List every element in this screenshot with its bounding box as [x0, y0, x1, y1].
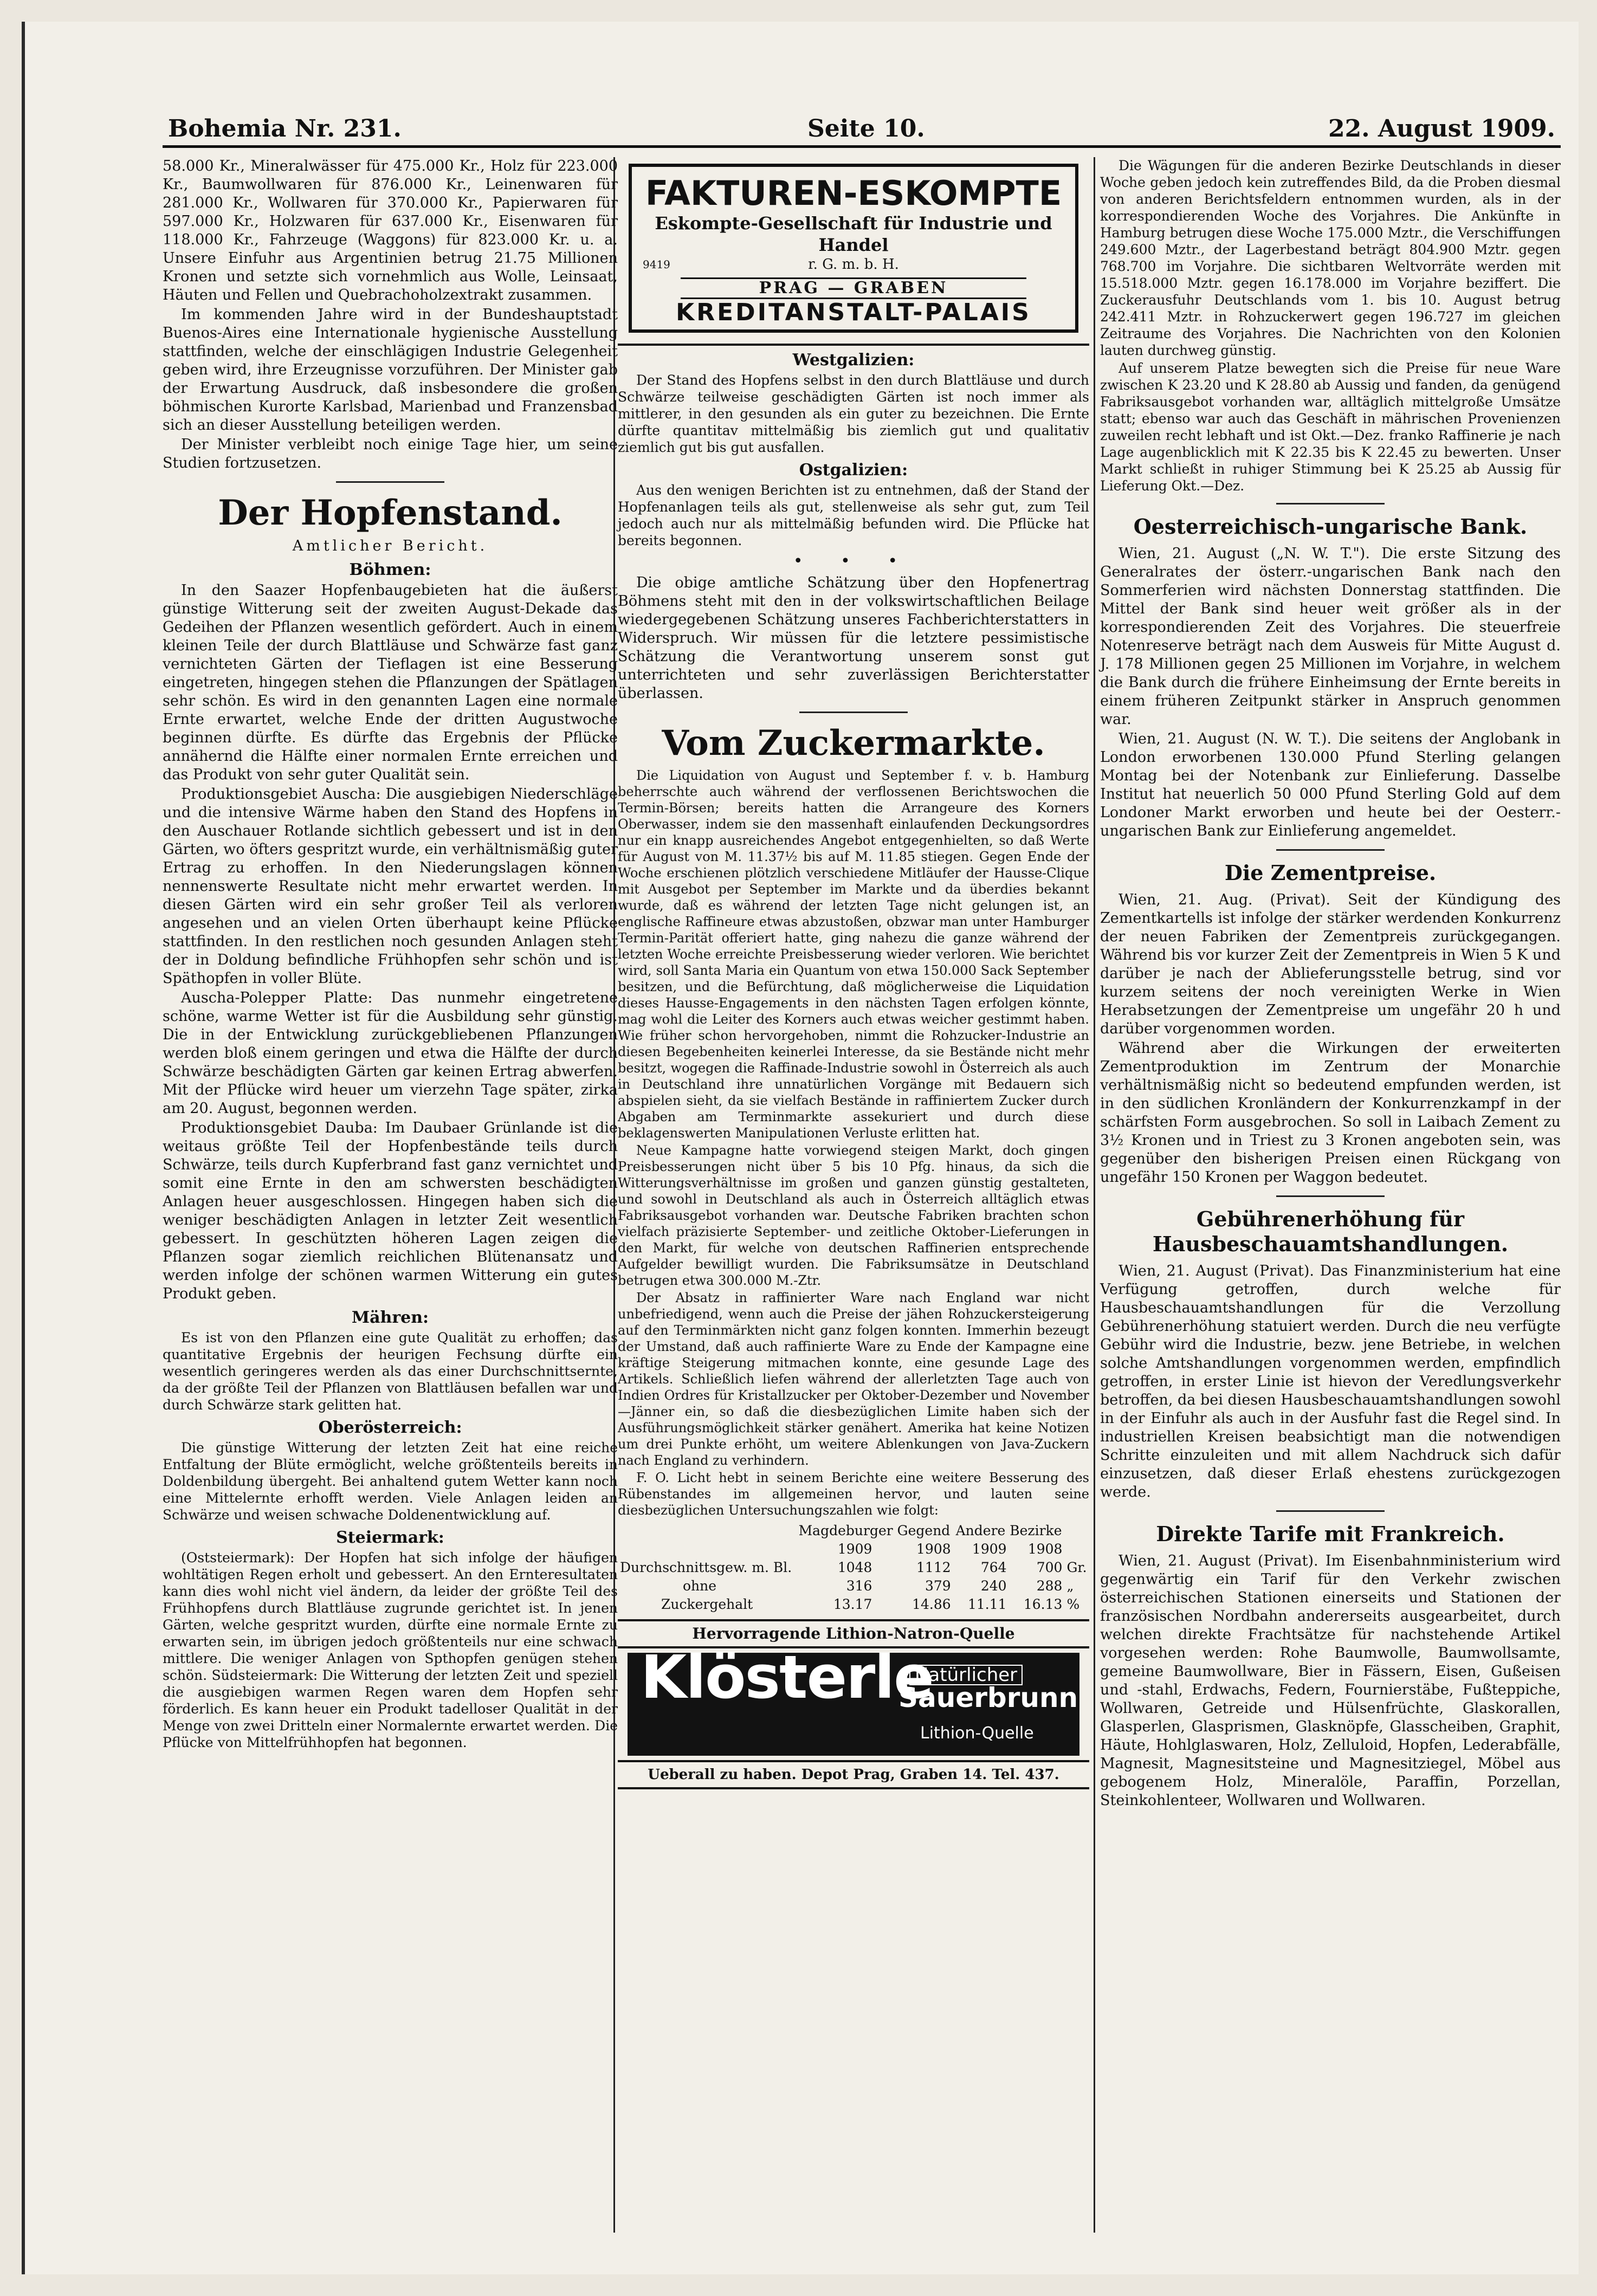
- header-rule: [163, 145, 1561, 148]
- paragraph: Es ist von den Pflanzen eine gute Qualität zu erhoffen; das quantitative Ergebnis der heurigen Fechsung dürfte ein wesentlich geringeres werden als das einer Durchschnittsernte, da der größte Teil der Pflanzen von Blattläusen befallen war und durch Schwärze stark gelitten hat.: [163, 1330, 618, 1413]
- section-rule: [1276, 1510, 1385, 1512]
- table-group-header: Magdeburger Gegend: [798, 1523, 951, 1538]
- table-header-row: [618, 1522, 1089, 1540]
- article-title: Die Zementpreise.: [1224, 861, 1437, 885]
- ad-lithion: Lithion-Quelle: [920, 1724, 1034, 1743]
- table-cell: 316: [846, 1578, 872, 1594]
- ad-company: Eskompte-Gesellschaft für Industrie und Handel: [655, 213, 1052, 255]
- table-year: 1909: [972, 1541, 1007, 1557]
- page-header: [168, 115, 1555, 147]
- ad-natural: Natürlicher: [909, 1665, 1023, 1685]
- paragraph: In den Saazer Hopfenbaugebieten hat die äußerst günstige Witterung seit der zweiten August-Dekade das Gedeihen der Pflanzen wesentlich gefördert. Auch in einem kleinen Teile der durch Blattläuse und Schwärze fast ganz vernichteten Gärten der Tieflagen ist eine Besserung eingetreten, hingegen stehen die Pflanzungen der Spätlagen sehr schön. Es wird in den genannten Lagen eine normale Ernte erwartet, welche Ende der dritten Augustwoche beginnen dürfte. Es dürfte das Ergebnis der Pflücke annähernd die Hälfte einer normalen Ernte erreichen und das Produkt von sehr guter Qualität sein.: [163, 582, 618, 783]
- paragraph: Die Liquidation von August und September f. v. b. Hamburg beherrschte auch während der verflossenen Berichtswochen die Termin-Börsen; bereits hatten die Arrangeure des Korners Oberwasser, indem sie den massenhaft einlaufenden Deckungsordres nur ein knapp ausreichendes Angebot entgegenhielten, so daß Werte für August von M. 11.37½ bis auf M. 11.85 stiegen. Gegen Ende der Woche erschienen plötzlich verschiedene Mitläufer der Hausse-Clique mit Ausgebot per September im Markte und da überdies bekannt wurde, daß es während der letzten Tage nicht gelungen ist, an englische Raffineure etwas abzustoßen, obzwar man unter Hamburger Termin-Parität offeriert hatte, ging nahezu die ganze während der letzten Woche erreichte Preisbesserung wieder verloren. Wie berichtet wird, soll Santa Maria ein Quantum von etwa 150.000 Sack September besitzen, und die Befürchtung, daß möglicherweise die Liquidation dieses Hausse-Engagements in den nächsten Tagen erfolgen könnte, mag wohl die Leiter des Korners auch etwas weicher gestimmt haben. Wie früher schon hervorgehoben, nimmt die Rohzucker-Industrie an diesen Begebenheiten keinerlei Interesse, da sie Bestände nicht mehr besitzt, wogegen die Raffinade-Industrie sowohl in Österreich als auch in Deutschland ihre unnatürlichen Vorgänge mit Bedauern sich abspielen sieht, da sie vielfach Bestände in raffiniertem Zucker durch Abgaben am Terminmarkte assekuriert und durch diese beklagenswerten Manipulationen Verluste erlitten hat.: [618, 768, 1089, 1141]
- paragraph: Auf unserem Platze bewegten sich die Preise für neue Ware zwischen K 23.20 und K 28.80 ab Aussig und fanden, da genügend Fabriksausgebot vorhanden war, alltäglich mittelgroße Umsätze statt; ebenso war auch das Geschäft in mährischen Provenienzen zuweilen recht lebhaft und ist Okt.—Dez. franko Raffinerie je nach Lage augenblicklich mit K 22.35 bis K 22.45 zu bewerten. Unser Markt schließt in ruhiger Stimmung bei K 25.25 ab Aussig für Lieferung Okt.—Dez.: [1100, 360, 1561, 494]
- ad-title: FAKTUREN-ESKOMPTE: [645, 173, 1062, 213]
- paragraph: Im kommenden Jahre wird in der Bundeshauptstadt Buenos-Aires eine Internationale hygienische Ausstellung stattfinden, welche der einschlägigen Industrie Gelegenheit geben wird, ihre Erzeugnisse vorzuführen. Der Minister gab der Erwartung Ausdruck, daß insbesondere die großen böhmischen Kurorte Karlsbad, Marienbad und Franzensbad sich an dieser Ausstellung beteiligen werden.: [163, 306, 618, 434]
- row-label: Durchschnittsgew. m. Bl.: [620, 1560, 792, 1575]
- article-title: Vom Zuckermarkte.: [662, 723, 1045, 764]
- paragraph: 58.000 Kr., Mineralwässer für 475.000 Kr., Holz für 223.000 Kr., Baumwollwaren für 876.000 Kr., Leinenwaren für 281.000 Kr., Wollwaren für 370.000 Kr., Papierwaren für 597.000 Kr., Holzwaren für 637.000 Kr., Eisenwaren für 118.000 Kr., Fahrzeuge (Waggons) für 823.000 Kr. u. a. Unsere Einfuhr aus Argentinien betrug 21.75 Millionen Kronen und setzte sich vornehmlich aus Wolle, Leinsaat, Häuten und Fellen und Quebrachoholzextrakt zusammen.: [163, 158, 618, 303]
- paragraph: Wien, 21. August („N. W. T."). Die erste Sitzung des Generalrates der österr.-ungarischen Bank nach den Sommerferien wird nächsten Donnerstag stattfinden. Die Mittel der Bank sind heuer weit größer als in der korrespondierenden Zeit des Vorjahres. Die steuerfreie Notenreserve beträgt nach dem Ausweis für Mitte August d. J. 178 Millionen gegen 25 Millionen im Vorjahre, in welchem die Bank durch die frühere Einheimsung der Ernte bereits in einem früheren Zeitpunkt stärker in Anspruch genommen war.: [1100, 545, 1561, 728]
- column-3: [1100, 157, 1561, 1811]
- table-row: [618, 1577, 1089, 1595]
- table-cell: 13.17: [833, 1596, 872, 1612]
- article-title: Gebührenerhöhung für Hausbeschauamtshandlungen.: [1152, 1207, 1509, 1256]
- table-cell: 764: [980, 1560, 1007, 1575]
- table-cell: 288: [1036, 1578, 1063, 1594]
- region-heading: Steiermark:: [336, 1528, 444, 1547]
- article-title: Direkte Tarife mit Frankreich.: [1156, 1522, 1505, 1546]
- table-group-header: Andere Bezirke: [955, 1523, 1062, 1538]
- section-rule: [1276, 503, 1385, 505]
- table-cell: 1048: [837, 1560, 872, 1575]
- ad-rule: [618, 344, 1089, 346]
- section-rule: [799, 712, 908, 713]
- paragraph: Wien, 21. August (Privat). Das Finanzministerium hat eine Verfügung getroffen, durch welche für Hausbeschauamtshandlungen für die Verzollung Gebührenerhöhung statuiert werden. Durch die neu verfügte Gebühr wird die Industrie, bezw. jene Betriebe, in welchen solche Amtshandlungen vorgenommen werden, empfindlich getroffen, in erster Linie ist hievon der Veredlungsverkehr betroffen, da bei diesen Hausbeschauamtshandlungen sowohl in der Einfuhr als auch in der Ausfuhr fast die Regel sind. In industriellen Kreisen beabsichtigt man die notwendigen Schritte einzuleiten und mit allem Nachdruck sich dafür einzusetzen, daß dieser Erlaß ehestens zurückgezogen werde.: [1100, 1263, 1561, 1501]
- paragraph: F. O. Licht hebt in seinem Berichte eine weitere Besserung des Rübenstandes im allgemeinen hervor, und lauten seine diesbezüglichen Untersuchungszahlen wie folgt:: [618, 1470, 1089, 1518]
- paragraph: Der Stand des Hopfens selbst in den durch Blattläuse und durch Schwärze teilweise geschädigten Gärten ist noch immer als mittlerer, in den gesunden als ein guter zu bezeichnen. Die Ernte dürfte quantitav mittelmäßig bis ziemlich gut und qualitativ ziemlich gut bis gut ausfallen.: [618, 372, 1089, 455]
- article-title: Oesterreichisch-ungarische Bank.: [1133, 514, 1528, 539]
- row-unit: Gr.: [1066, 1560, 1087, 1575]
- sugar-beet-table: [618, 1522, 1089, 1614]
- ad-sauerbrunn: Sauerbrunn: [898, 1682, 1078, 1713]
- paragraph: Wien, 21. August (Privat). Im Eisenbahnministerium wird gegenwärtig ein Tarif für den Verkehr zwischen österreichischen Stationen einerseits und Stationen der französischen Nordbahn andererseits ausgearbeitet, durch welchen direkte Frachtsätze für nachstehende Artikel vorgesehen werden: Rohe Baumwolle, Baumwollsamte, gemeine Baumwollware, Bier in Fässern, Eisen, Gußeisen und -stahl, Erdwachs, Federn, Fournierstäbe, Fußteppiche, Wollwaren, Getreide und Hülsenfrüchte, Glaskorallen, Glasperlen, Glasprismen, Glasknöpfe, Glasscheiben, Graphit, Häute, Hohlglaswaren, Holz, Zelluloid, Hopfen, Lederabfälle, Magnesit, Magnesitsteine und Magnesitziegel, Möbel aus gebogenem Holz, Mineralöle, Paraffin, Porzellan, Steinkohlenteer, Wollwaren und Wollwaren.: [1100, 1553, 1561, 1809]
- region-heading: Mähren:: [351, 1308, 429, 1327]
- paragraph: Aus den wenigen Berichten ist zu entnehmen, daß der Stand der Hopfenanlagen teils als gut, stellenweise als sehr gut, zum Teil jedoch auch nur als mittelmäßig befunden wird. Die Pflücke hat bereits begonnen.: [618, 482, 1089, 548]
- table-year: 1908: [916, 1541, 951, 1557]
- paragraph: (Oststeiermark): Der Hopfen hat sich infolge der häufigen wohltätigen Regen erholt und gebessert. An den Ernteresultaten kann dies wohl nicht viel ändern, da leider der größte Teil des Frühhopfens durch Blattläuse zugrunde gerichtet ist. In jenen Gärten, welche gespritzt wurden, dürfte eine normale Ernte zu erwarten sein, im übrigen jedoch größtenteils nur eine schwach mittlere. Die weniger Anlagen von Spthopfen genügen stehen schön. Südsteiermark: Die Witterung der letzten Zeit und speziell die ausgiebigen warmen Regen waren dem Hopfen sehr förderlich. Es kann heuer ein Produkt tadelloser Qualität in der Menge von zwei Dritteln einer Normalernte erwartet werden. Die Pflücke von Mittelfrühhopfen hat begonnen.: [163, 1550, 618, 1750]
- paragraph: Während aber die Wirkungen der erweiterten Zementproduktion im Zentrum der Monarchie verhältnismäßig nicht so bedeutend empfunden werden, ist in den südlichen Kronländern der Konkurrenzkampf in der schärfsten Form ausgebrochen. So soll in Laibach Zement zu 3½ Kronen und in Triest zu 3 Kronen angeboten sein, was gegenüber den bisherigen Preisen einen Rückgang von ungefähr 150 Kronen per Waggon bedeutet.: [1100, 1040, 1561, 1186]
- header-issue: Bohemia Nr. 231.: [168, 115, 402, 143]
- table-cell: 700: [1036, 1560, 1063, 1575]
- section-rule: [336, 481, 444, 483]
- paragraph: Der Absatz in raffinierter Ware nach England war nicht unbefriedigend, wenn auch die Preise der jähen Rohzuckersteigerung auf den Terminmärkten nicht ganz folgen konnten. Immerhin bezeugt der Umstand, daß auch raffinierte Ware zu Ende der Kampagne eine kräftige Steigerung mitmachen konnte, eine gesunde Lage des Artikels. Schließlich liefen während der allerletzten Tage auch von Indien Ordres für Kristallzucker per Oktober-Dezember und November—Jänner ein, so daß die diesbezüglichen Limite haben sich der Ausführungsmöglichkeit stärker genähert. Amerika hat keine Notizen um drei Punkte erhöht, um weitere Ablenkungen von Java-Zuckern nach England zu verhindern.: [618, 1290, 1089, 1468]
- paragraph: Die günstige Witterung der letzten Zeit hat eine reiche Entfaltung der Blüte ermöglicht, welche größtenteils bereits in Doldenbildung übergeht. Bei anhaltend gutem Wetter kann noch eine Mittelernte erhofft werden. Viele Anlagen leiden an Schwärze und weisen schwache Doldenentwicklung auf.: [163, 1440, 618, 1523]
- advertisement-fakturen-eskompte: [629, 164, 1078, 333]
- section-rule: [1276, 1195, 1385, 1197]
- region-heading: Oberösterreich:: [318, 1418, 462, 1437]
- ad-kloesterle-logo: [628, 1642, 1079, 1756]
- ad-kloesterle-top: Hervorragende Lithion-Natron-Quelle: [618, 1619, 1089, 1648]
- region-heading: Westgalizien:: [792, 351, 915, 370]
- ad-building: KREDITANSTALT-PALAIS: [676, 299, 1031, 326]
- ad-brand: Klösterle: [641, 1642, 933, 1712]
- ad-legal-line: [637, 256, 1070, 273]
- table-cell: 14.86: [912, 1596, 951, 1612]
- table-cell: 379: [924, 1578, 951, 1594]
- ad-legal: r. G. m. b. H.: [808, 256, 899, 273]
- paragraph: Produktionsgebiet Dauba: Im Daubaer Grünlande ist die weitaus größte Teil der Hopfenbestände teils durch Schwärze, teils durch Kupferbrand fast ganz vernichtet und somit eine Ernte in den am schwersten beschädigten Anlagen heuer ausgeschlossen. Hingegen haben sich die weniger beschädigten Anlagen in letzter Zeit wesentlich gebessert. In geschützten höheren Lagen zeigen die Pflanzen sogar ziemlich reichlichen Blütenansatz und werden infolge der schönen warmen Witterung ein gutes Produkt geben.: [163, 1120, 618, 1302]
- paragraph: Neue Kampagne hatte vorwiegend steigen Markt, doch gingen Preisbesserungen nicht über 5 bis 10 Pfg. hinaus, da sich die Witterungsverhältnisse im großen und ganzen günstig gestalteten, und sowohl in Deutschland als auch in Österreich alltäglich etwas Fabriksausgebot vorhanden war. Deutsche Fabriken brachten schon vielfach präzisierte September- und zeitliche Oktober-Lieferungen in den Markt, für welche von deutschen Raffinerien entsprechende Aufgelder bewilligt wurden. Die Fabriksumsätze in Deutschland betrugen etwa 300.000 M.-Ztr.: [618, 1143, 1089, 1288]
- separator-dots: • • •: [793, 552, 914, 571]
- table-year: 1908: [1027, 1541, 1063, 1557]
- ad-kloesterle-bottom: Ueberall zu haben. Depot Prag, Graben 14. Tel. 437.: [618, 1760, 1089, 1789]
- advertisement-kloesterle: [618, 1619, 1089, 1789]
- ad-code: 9419: [643, 258, 670, 271]
- paragraph: Wien, 21. August (N. W. T.). Die seitens der Anglobank in London erworbenen 130.000 Pfund Sterling gelangen Montag bei der Notenbank zur Einlieferung. Dasselbe Institut hat neuerlich 50 000 Pfund Sterling Gold auf dem Londoner Markt erworben und heute bei der Oesterr.-ungarischen Bank zur Einlieferung angemeldet.: [1100, 730, 1561, 839]
- row-label: Zuckergehalt: [661, 1596, 753, 1612]
- paragraph: Produktionsgebiet Auscha: Die ausgiebigen Niederschläge und die intensive Wärme haben den Stand des Hopfens in den Auschauer Rotlande sichtlich gebessert und ist in den Gärten, wo öfters gespritzt wurde, ein verhältnismäßig guter Ertrag zu erhoffen. In den Niederungslagen können nennenswerte Resultate nicht mehr erwartet werden. In diesen Gärten wird ein sehr großer Teil als verloren angesehen und an vielen Orten überhaupt keine Pflücke stattfinden. In den restlichen noch gesunden Anlagen steht der in Doldung befindliche Frühhopfen sehr schön und ist Späthopfen in voller Blüte.: [163, 786, 618, 987]
- table-cell: 16.13: [1023, 1596, 1063, 1612]
- region-heading: Böhmen:: [349, 560, 431, 579]
- row-label: ohne: [683, 1578, 717, 1594]
- header-page-number: Seite 10.: [807, 115, 925, 143]
- table-year: 1909: [837, 1541, 872, 1557]
- row-unit: „: [1066, 1578, 1074, 1594]
- column-2: [618, 157, 1089, 1795]
- article-title: Der Hopfenstand.: [218, 493, 562, 533]
- table-row: [618, 1595, 1089, 1614]
- article-subtitle: Amtlicher Bericht.: [292, 538, 488, 554]
- table-cell: 1112: [916, 1560, 951, 1575]
- paragraph: Auscha-Polepper Platte: Das nunmehr eingetretene schöne, warme Wetter ist für die Ausbildung sehr günstig. Die in der Entwicklung zurückgebliebenen Pflanzungen werden bloß einem geringen und etwa die Hälfte der durch Schwärze beschädigten Gärten gar keinen Ertrag abwerfen. Mit der Pflücke wird heuer um vierzehn Tage später, zirka am 20. August, begonnen werden.: [163, 989, 618, 1117]
- paragraph: Die Wägungen für die anderen Bezirke Deutschlands in dieser Woche geben jedoch kein zutreffendes Bild, da die Proben diesmal von anderen Berichtsfeldern entnommen wurden, als in der korrespondierenden Woche des Vorjahres. Die Ankünfte in Hamburg betrugen diese Woche 175.000 Mztr., die Verschiffungen 249.600 Mztr., der Lagerbestand beträgt 804.900 Mztr. gegen 768.700 im Vorjahre. Die sichtbaren Weltvorräte werden mit 15.518.000 Mztr. gegen 16.178.000 im Vorjahre beziffert. Die Zuckerausfuhr Deutschlands vom 1. bis 10. August betrug 242.411 Mztr. in Rohzuckerwert gegen 196.727 im gleichen Zeitraume des Vorjahres. Die Nachrichten von den Kolonien lauten durchweg günstig.: [1100, 158, 1561, 358]
- editorial-remark: Die obige amtliche Schätzung über den Hopfenertrag Böhmens steht mit den in der volkswirtschaftlichen Beilage wiedergegebenen Schätzung unseres Fachberichterstatters in Widerspruch. Wir müssen für die letztere pessimistische Schätzung die Verantwortung unserem sonst gut unterrichteten und sehr zuverlässigen Berichterstatter überlassen.: [618, 574, 1089, 702]
- paragraph: Der Minister verbleibt noch einige Tage hier, um seine Studien fortzusetzen.: [163, 436, 618, 471]
- section-rule: [1276, 849, 1385, 851]
- column-divider-2: [1094, 157, 1095, 2233]
- header-date: 22. August 1909.: [1328, 115, 1555, 143]
- region-heading: Ostgalizien:: [799, 461, 908, 480]
- paragraph: Wien, 21. Aug. (Privat). Seit der Kündigung des Zementkartells ist infolge der stärker werdenden Konkurrenz der neuen Fabriken der Zementpreis zurückgegangen. Während bis vor kurzer Zeit der Zementpreis in Wien 5 K und darüber je nach der Ablieferungsstelle betrug, sind vor kurzem seitens der noch vereinigten Werke in Wien Herabsetzungen der Zementpreise um ungefähr 20 h und darüber vorgenommen worden.: [1100, 891, 1561, 1037]
- row-unit: %: [1066, 1596, 1080, 1612]
- table-row: [618, 1558, 1089, 1577]
- ad-location: PRAG — GRABEN: [681, 277, 1026, 299]
- table-year-row: [618, 1540, 1089, 1558]
- column-1: [163, 157, 618, 1752]
- table-cell: 240: [980, 1578, 1007, 1594]
- table-cell: 11.11: [967, 1596, 1007, 1612]
